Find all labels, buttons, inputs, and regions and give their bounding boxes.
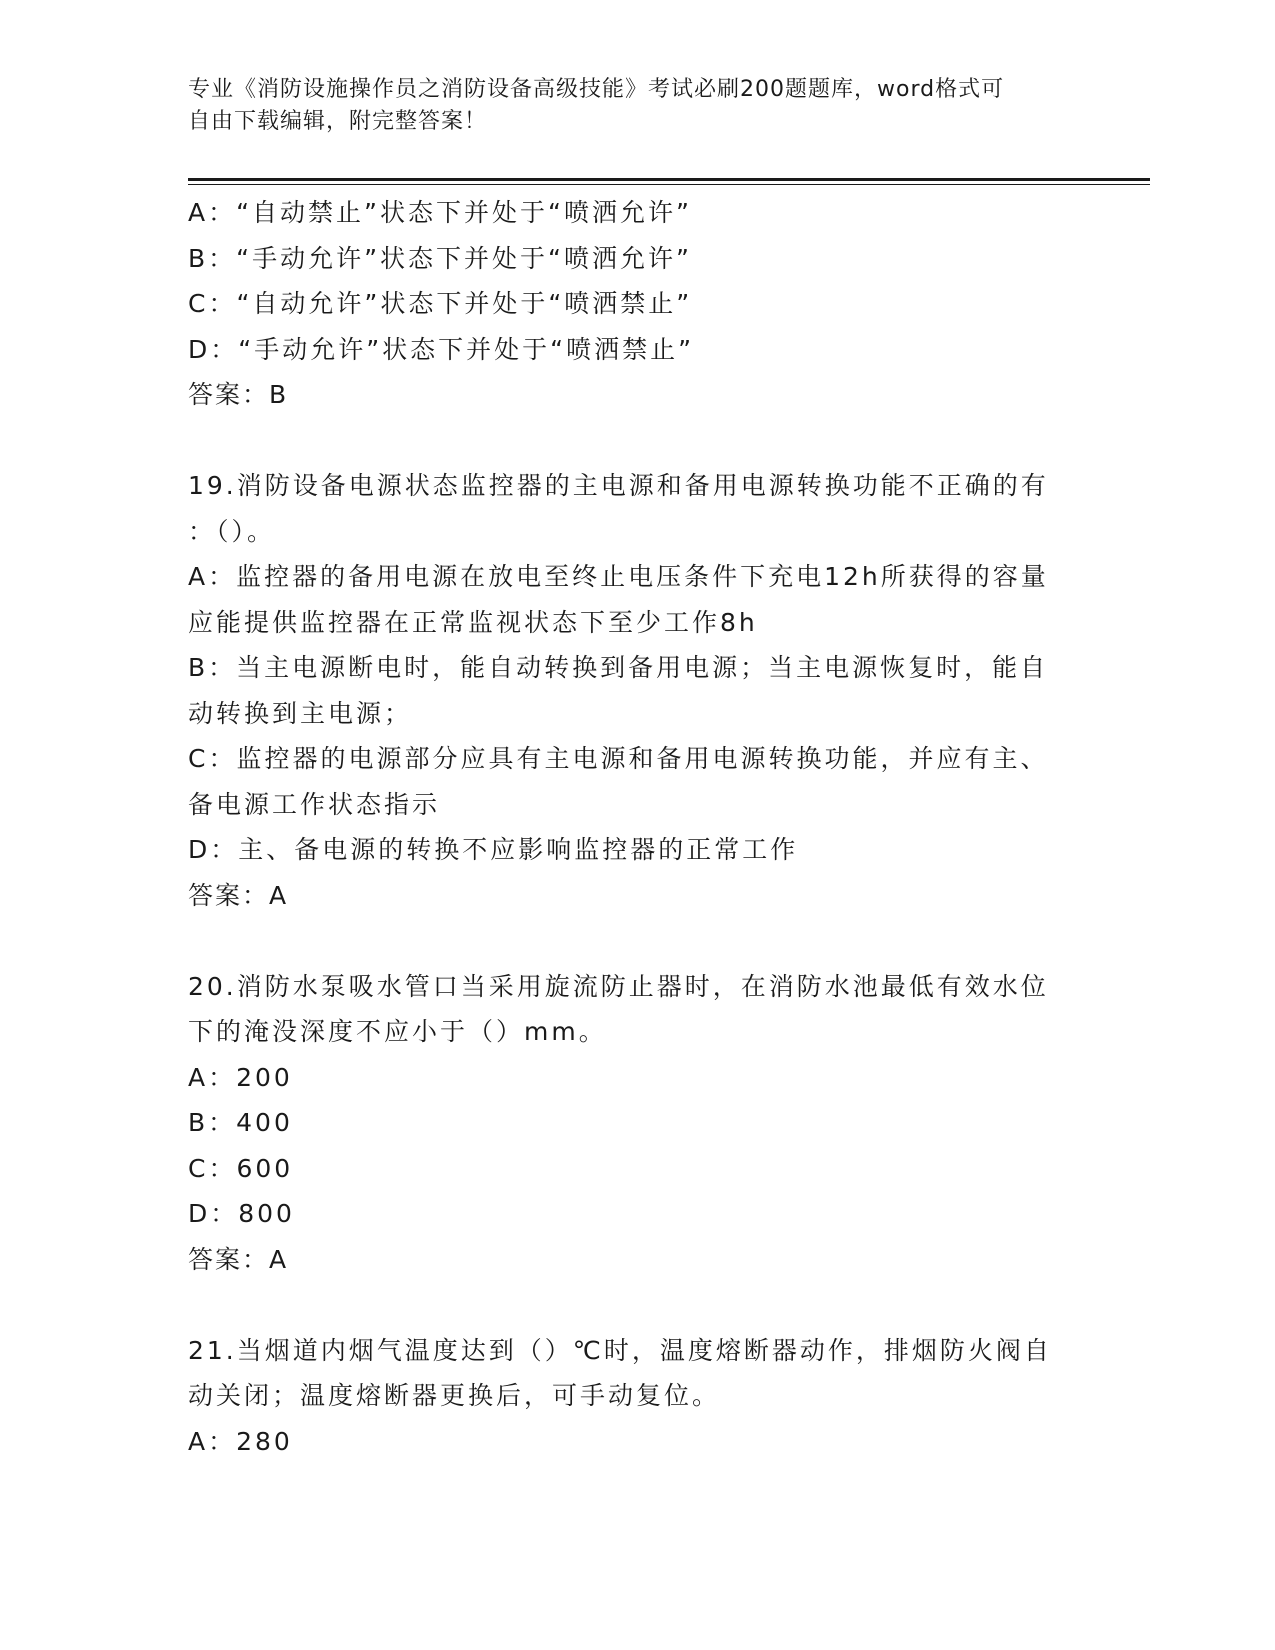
answer: 答案：A <box>188 1244 289 1274</box>
option-b: B：当主电源断电时，能自动转换到备用电源；当主电源恢复时，能自 <box>188 653 1049 682</box>
question-stem: 19.消防设备电源状态监控器的主电源和备用电源转换功能不正确的有 <box>188 471 1049 500</box>
question-21 <box>188 1328 1078 1465</box>
header-divider-thin <box>188 184 1150 185</box>
question-stem-continued: ：（）。 <box>188 516 276 546</box>
spacer <box>188 1282 1078 1328</box>
option-b: B：400 <box>188 1108 293 1137</box>
option-d: D：“手动允许”状态下并处于“喷洒禁止” <box>188 334 695 364</box>
question-20 <box>188 964 1078 1283</box>
question-stem-continued: 下的淹没深度不应小于（）mm。 <box>188 1017 607 1046</box>
option-b: B：“手动允许”状态下并处于“喷洒允许” <box>188 243 692 273</box>
question-stem: 20.消防水泵吸水管口当采用旋流防止器时，在消防水池最低有效水位 <box>188 971 1049 1001</box>
answer: 答案：B <box>188 380 289 409</box>
option-d: D：主、备电源的转换不应影响监控器的正常工作 <box>188 835 799 864</box>
document-header <box>188 74 1078 138</box>
header-divider-thick <box>188 178 1150 181</box>
option-a: A：“自动禁止”状态下并处于“喷洒允许” <box>188 198 692 227</box>
option-c: C：“自动允许”状态下并处于“喷洒禁止” <box>188 289 693 318</box>
question-19 <box>188 463 1078 918</box>
spacer <box>188 418 1078 464</box>
question-stem: 21.当烟道内烟气温度达到（）℃时，温度熔断器动作，排烟防火阀自 <box>188 1335 1052 1365</box>
option-a: A：280 <box>188 1426 293 1456</box>
option-d: D：800 <box>188 1199 295 1228</box>
option-c: C：监控器的电源部分应具有主电源和备用电源转换功能，并应有主、 <box>188 744 1049 773</box>
option-c: C：600 <box>188 1153 294 1183</box>
option-b-continued: 动转换到主电源； <box>188 698 413 728</box>
question-18-continued <box>188 190 1078 418</box>
header-line-1: 专业《消防设施操作员之消防设备高级技能》考试必刷200题题库，word格式可 <box>188 77 1005 102</box>
option-a-continued: 应能提供监控器在正常监视状态下至少工作8h <box>188 607 758 637</box>
spacer <box>188 918 1078 964</box>
option-a: A：200 <box>188 1062 293 1092</box>
option-a: A：监控器的备用电源在放电至终止电压条件下充电12h所获得的容量 <box>188 562 1049 591</box>
question-stem-continued: 动关闭；温度熔断器更换后，可手动复位。 <box>188 1381 721 1410</box>
option-c-continued: 备电源工作状态指示 <box>188 789 441 819</box>
question-list <box>188 190 1078 1464</box>
header-line-2: 自由下载编辑，附完整答案！ <box>188 109 488 134</box>
answer: 答案：A <box>188 880 289 910</box>
